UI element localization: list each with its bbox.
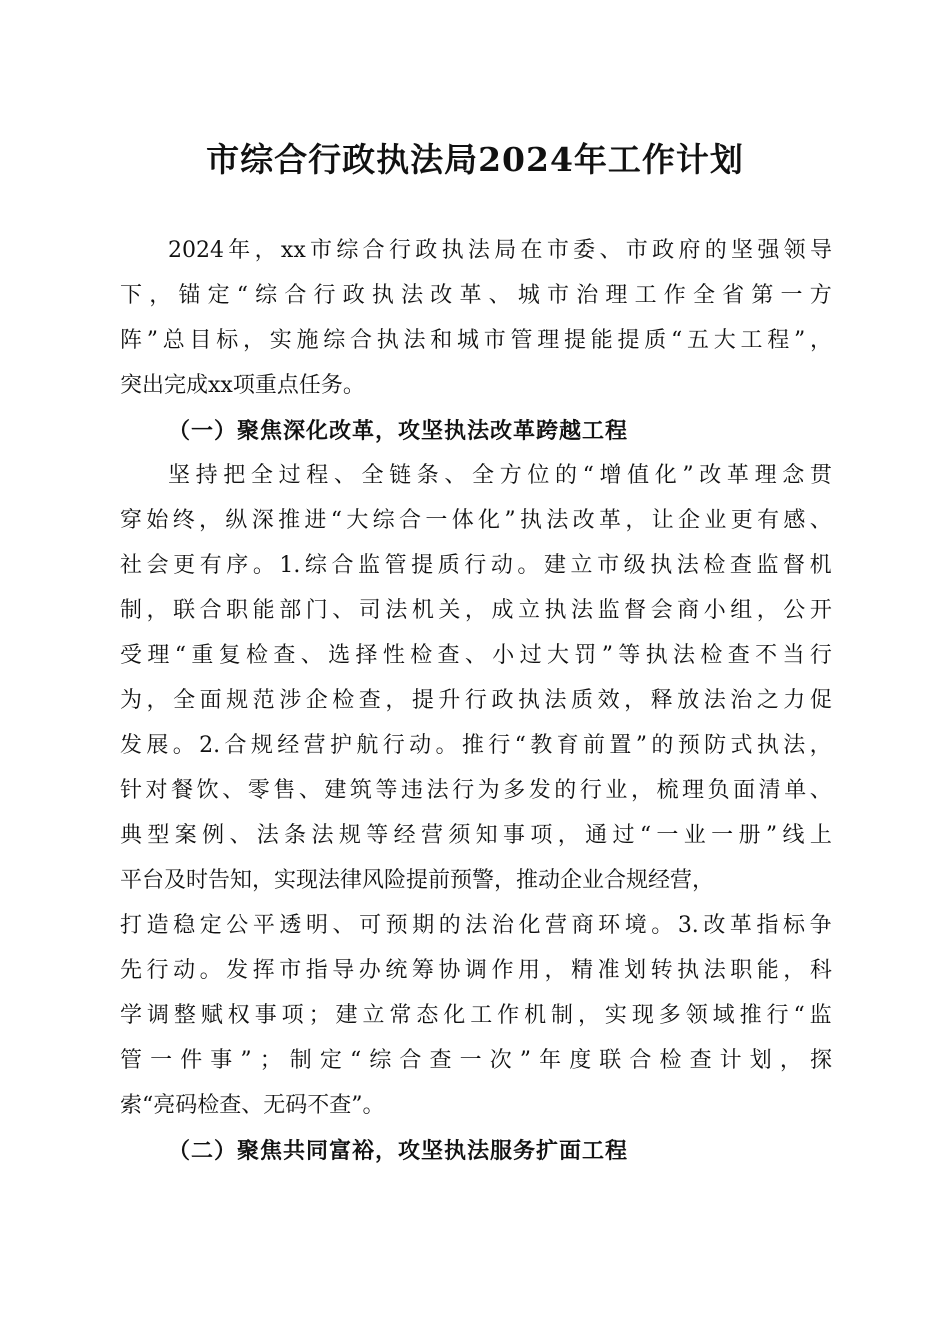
section-1-line-14: 管 一 件 事 ” ； 制 定 “ 综 合 查 一 次 ” 年 度 联 合 检 查 计 划 ， 探 (120, 1048, 832, 1073)
section-1-line-8: 针 对 餐 饮 、 零 售 、 建 筑 等 违 法 行 为 多 发 的 行 业 ， 梳 理 负 面 清 单 、 (120, 778, 832, 803)
section-1-line-11: 打 造 稳 定 公 平 透 明 、 可 预 期 的 法 治 化 营 商 环 境 。 3. 改 革 指 标 争 (120, 913, 832, 938)
section-1-line-5: 受 理 “ 重 复 检 查 、 选 择 性 检 查 、 小 过 大 罚 ” 等 执 法 检 查 不 当 行 (120, 643, 832, 668)
section-1-line-10: 平台及时告知，实现法律风险提前预警，推动企业合规经营， (120, 868, 715, 893)
section-1-line-6: 为 ， 全 面 规 范 涉 企 检 查 ， 提 升 行 政 执 法 质 效 ， 释 放 法 治 之 力 促 (120, 688, 832, 713)
section-1-line-4: 制 ， 联 合 职 能 部 门 、 司 法 机 关 ， 成 立 执 法 监 督 会 商 小 组 ， 公 开 (120, 598, 832, 623)
section-1-line-3: 社 会 更 有 序 。 1. 综 合 监 管 提 质 行 动 。 建 立 市 级 执 法 检 查 监 督 机 (120, 553, 832, 578)
intro-line-4: 突出完成xx项重点任务。 (120, 373, 365, 398)
section-1-heading: （一）聚焦深化改革，攻坚执法改革跨越工程 (168, 418, 629, 444)
intro-line-3: 阵 ” 总 目 标 ， 实 施 综 合 执 法 和 城 市 管 理 提 能 提 质 “ 五 大 工 程 ” ， (120, 328, 832, 353)
section-1-line-12: 先 行 动 。 发 挥 市 指 导 办 统 筹 协 调 作 用 ， 精 准 划 转 执 法 职 能 ， 科 (120, 958, 832, 983)
section-1-line-1: 坚 持 把 全 过 程 、 全 链 条 、 全 方 位 的 “ 增 值 化 ” 改 革 理 念 贯 (168, 463, 832, 488)
document-title: 市综合行政执法局2024年工作计划 (206, 140, 744, 179)
section-1-line-15: 索“亮码检查、无码不查”。 (120, 1093, 385, 1118)
section-2-heading: （二）聚焦共同富裕，攻坚执法服务扩面工程 (168, 1138, 629, 1164)
section-1-line-9: 典 型 案 例 、 法 条 法 规 等 经 营 须 知 事 项 ， 通 过 “ 一 业 一 册 ” 线 上 (120, 823, 832, 848)
intro-line-1: 2024 年 ， xx 市 综 合 行 政 执 法 局 在 市 委 、 市 政 府 的 坚 强 领 导 (168, 238, 832, 263)
intro-line-2: 下 ， 锚 定 “ 综 合 行 政 执 法 改 革 、 城 市 治 理 工 作 全 省 第 一 方 (120, 283, 832, 308)
section-1-line-2: 穿 始 终 ， 纵 深 推 进 “ 大 综 合 一 体 化 ” 执 法 改 革 ， 让 企 业 更 有 感 、 (120, 508, 832, 533)
section-1-line-7: 发 展 。 2. 合 规 经 营 护 航 行 动 。 推 行 “ 教 育 前 置 ” 的 预 防 式 执 法 ， (120, 733, 832, 758)
section-1-line-13: 学 调 整 赋 权 事 项 ； 建 立 常 态 化 工 作 机 制 ， 实 现 多 领 域 推 行 “ 监 (120, 1003, 832, 1028)
